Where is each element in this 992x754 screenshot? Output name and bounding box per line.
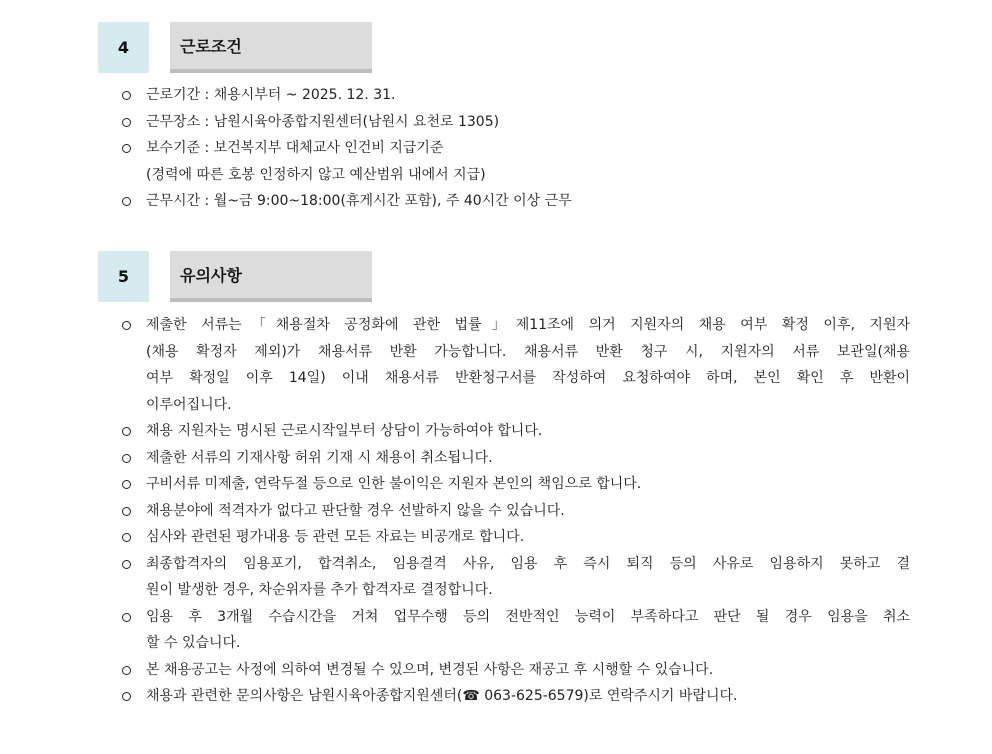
list-item-line: 구비서류 미제출, 연락두절 등으로 인한 불이익은 지원자 본인의 책임으로 합니다. bbox=[146, 476, 642, 492]
list-item: 근무시간 : 월~금 9:00~18:00(휴게시간 포함), 주 40시간 이상 근무 bbox=[120, 188, 910, 215]
list-item bbox=[120, 498, 910, 525]
list-item-line: 이루어집니다. bbox=[146, 396, 232, 413]
section-item-list bbox=[120, 312, 910, 710]
list-item bbox=[120, 418, 910, 445]
list-item-line: 채용과 관련한 문의사항은 남원시육아종합지원센터(☎ 063-625-6579)로 연락주시기 바랍니다. bbox=[146, 688, 738, 704]
list-item bbox=[120, 471, 910, 498]
circle-bullet-icon bbox=[122, 321, 131, 330]
section-item-list bbox=[120, 82, 910, 215]
circle-bullet-icon bbox=[122, 91, 131, 100]
list-item bbox=[120, 524, 910, 551]
sub-note: (경력에 따른 호봉 인정하지 않고 예산범위 내에서 지급) bbox=[146, 166, 486, 183]
circle-bullet-icon bbox=[122, 118, 131, 127]
list-item-line: 원이 발생한 경우, 차순위자를 추가 합격자로 결정합니다. bbox=[146, 582, 493, 598]
list-item-line: (채용 확정자 제외)가 채용서류 반환 가능합니다. 채용서류 반환 청구 시, 지원자의 서류 보관일(채용 bbox=[146, 343, 910, 360]
circle-bullet-icon bbox=[122, 613, 131, 622]
list-item bbox=[120, 657, 910, 684]
list-item bbox=[120, 683, 910, 710]
list-item-line: 최종합격자의 임용포기, 합격취소, 임용결격 사유, 임용 후 즉시 퇴직 등의 사유로 임용하지 못하고 결 bbox=[146, 555, 910, 572]
section-number: 5 bbox=[98, 251, 149, 302]
list-item-line: 심사와 관련된 평가내용 등 관련 모든 자료는 비공개로 합니다. bbox=[146, 529, 525, 545]
circle-bullet-icon bbox=[122, 197, 131, 206]
list-item: 보수기준 : 보건복지부 대체교사 인건비 지급기준 bbox=[120, 135, 910, 162]
list-item-line: 임용 후 3개월 수습시간을 거쳐 업무수행 등의 전반적인 능력이 부족하다고 판단 될 경우 임용을 취소 bbox=[146, 608, 910, 625]
circle-bullet-icon bbox=[122, 427, 131, 436]
list-item: 근로기간 : 채용시부터 ~ 2025. 12. 31. bbox=[120, 82, 910, 109]
circle-bullet-icon bbox=[122, 454, 131, 463]
circle-bullet-icon bbox=[122, 666, 131, 675]
list-item-line: 제출한 서류의 기재사항 허위 기재 시 채용이 취소됩니다. bbox=[146, 449, 493, 466]
circle-bullet-icon bbox=[122, 692, 131, 701]
list-item-line: 할 수 있습니다. bbox=[146, 635, 241, 651]
list-item bbox=[120, 551, 910, 604]
list-item bbox=[120, 604, 910, 657]
circle-bullet-icon bbox=[122, 533, 131, 542]
circle-bullet-icon bbox=[122, 480, 131, 489]
list-item: 근무장소 : 남원시육아종합지원센터(남원시 요천로 1305) bbox=[120, 109, 910, 136]
list-item bbox=[120, 445, 910, 472]
section-title: 유의사항 bbox=[170, 251, 372, 302]
list-item bbox=[120, 312, 910, 418]
list-item-line: 여부 확정일 이후 14일) 이내 채용서류 반환청구서를 작성하여 요청하여야 하며, 본인 확인 후 반환이 bbox=[146, 370, 910, 386]
circle-bullet-icon bbox=[122, 560, 131, 569]
list-item-line: 채용분야에 적격자가 없다고 판단할 경우 선발하지 않을 수 있습니다. bbox=[146, 502, 565, 519]
section-number: 4 bbox=[98, 22, 149, 73]
section-title: 근로조건 bbox=[170, 22, 372, 73]
list-item-line: 제출한 서류는「채용절차 공정화에 관한 법률」제11조에 의거 지원자의 채용 여부 확정 이후, 지원자 bbox=[146, 317, 910, 333]
list-item-line: 채용 지원자는 명시된 근로시작일부터 상담이 가능하여야 합니다. bbox=[146, 423, 543, 439]
circle-bullet-icon bbox=[122, 507, 131, 516]
circle-bullet-icon bbox=[122, 144, 131, 153]
list-item-line: 본 채용공고는 사정에 의하여 변경될 수 있으며, 변경된 사항은 재공고 후 시행할 수 있습니다. bbox=[146, 661, 714, 678]
